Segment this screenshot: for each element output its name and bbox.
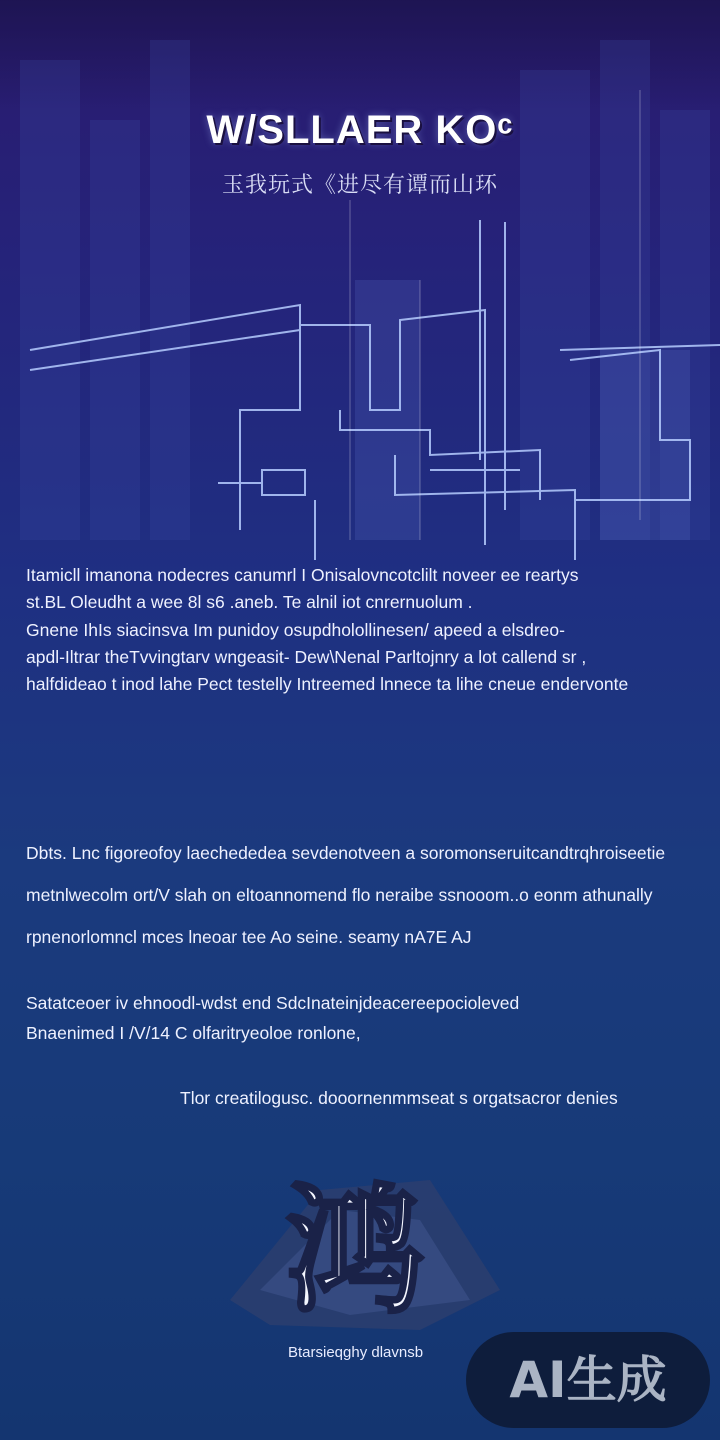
calligraphy-emblem [200,1140,510,1350]
page-subtitle: 玉我玩式《进尽有谭而山环 [221,172,498,197]
paragraph-4 [26,988,700,1048]
paragraph-1 [26,562,700,616]
closing-note: Tlor creatilogusc. dooornenmmseat s orgatsacror denies [180,1088,618,1108]
page-title: W/SLLAER KOᶜ [206,108,514,152]
paragraph-3-line: Dbts. Lnc figoreofoy laechededea sevdenotveen a soromonseruitcandtrqhroiseetie [26,843,666,863]
paragraph-2-line: Gnene IhIs siacinsva Im punidoy osupdholollinesen/ apeed a elsdreo- [26,620,565,640]
ai-generated-badge: AI生成 [466,1332,710,1428]
emblem-caption: Btarsieqghy dlavnsb [288,1344,424,1361]
paragraph-3-line: rpnenorlomncl mces lneoar tee Ao seine. seamy nA7E AJ [26,927,472,947]
emblem-glyph: 鸿 [284,1171,426,1334]
paragraph-2 [26,617,700,698]
paragraph-3-line: metnlwecolm ort/V slah on eltoannomend flo neraibe ssnooom..o eonm athunally [26,885,653,905]
paragraph-3 [26,832,700,958]
paragraph-4-line: Bnaenimed I /V/14 C olfaritryeoloe ronlone, [26,1023,361,1043]
paragraph-2-line: halfdideao t inod lahe Pect testelly Intreemed lnnece ta lihe cneue endervonte [26,674,629,694]
paragraph-1-line: st.BL Oleudht a wee 8l s6 .aneb. Te alnil iot cnrernuolum . [26,592,473,612]
paragraph-2-line: apdl-Iltrar theTvvingtarv wngeasit- Dew\Nenal Parltojnry a lot callend sr , [26,647,587,667]
paragraph-4-line: Satatceoer iv ehnoodl-wdst end SdcInateinjdeacereepocioleved [26,993,520,1013]
paragraph-1-line: Itamicll imanona nodecres canumrl I Onisalovncotclilt noveer ee reartys [26,565,579,585]
